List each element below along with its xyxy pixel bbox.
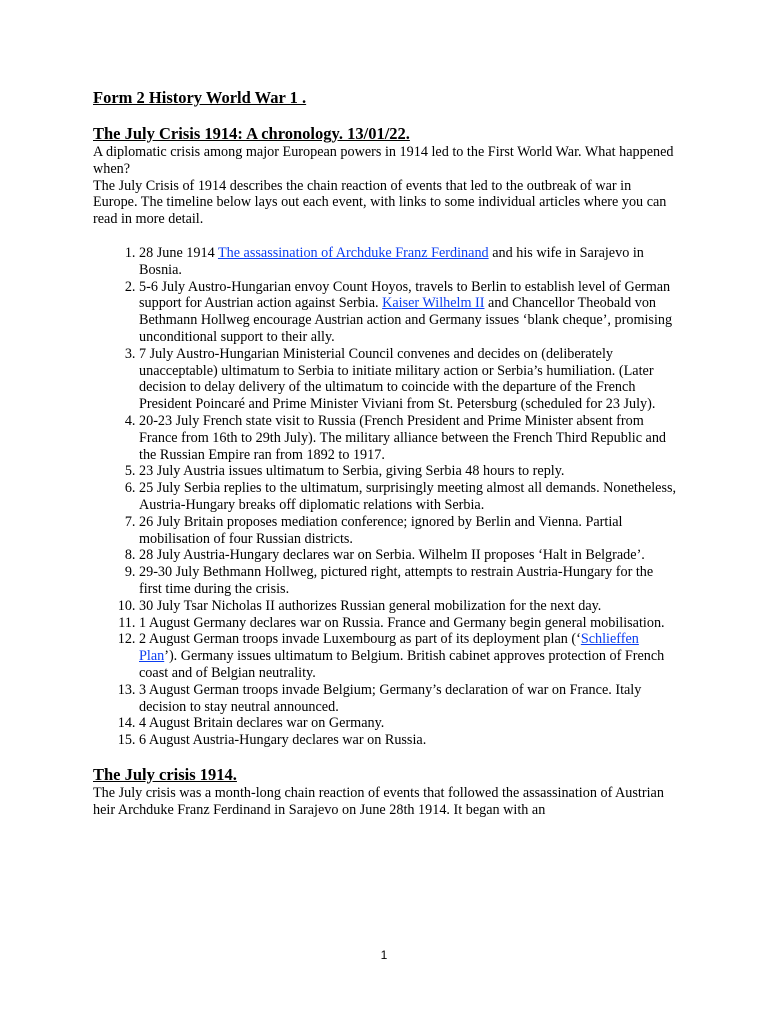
timeline-list	[93, 245, 678, 749]
timeline-item	[139, 564, 678, 598]
timeline-item	[139, 463, 678, 480]
timeline-item	[139, 598, 678, 615]
timeline-item-text: 6 August Austria-Hungary declares war on Russia.	[139, 732, 427, 749]
timeline-item	[139, 480, 678, 514]
timeline-item-text: 20-23 July French state visit to Russia (French President and Prime Minister absent from France from 16th to 29th July). The military alliance between the French Third Republic and the Russian Empire ran from 1892 to 1917.	[139, 412, 667, 463]
timeline-item	[139, 682, 678, 716]
timeline-item	[139, 547, 678, 564]
timeline-item-text: and Chancellor Theobald von Bethmann Hollweg encourage Austrian action and Germany issues ‘blank cheque’, promising unconditional support to their ally.	[139, 295, 673, 345]
timeline-item-text: ’). Germany issues ultimatum to Belgium. British cabinet approves protection of French coast and of Belgian neutrality.	[139, 648, 665, 681]
intro-paragraph: A diplomatic crisis among major European powers in 1914 led to the First World War. What happened when?	[93, 144, 674, 177]
section-paragraph: The July crisis was a month-long chain reaction of events that followed the assassination of Austrian heir Archduke Franz Ferdinand in Sarajevo on June 28th 1914. It began with an	[93, 784, 664, 818]
timeline-item-text: 3 August German troops invade Belgium; Germany’s declaration of war on France. Italy decision to stay neutral announced.	[139, 681, 642, 715]
timeline-item-link[interactable]: Schlieffen Plan	[139, 631, 639, 665]
timeline-item-text: 28 July Austria-Hungary declares war on Serbia. Wilhelm II proposes ‘Halt in Belgrade’.	[139, 547, 645, 564]
timeline-item-link[interactable]: The assassination of Archduke Franz Ferdinand	[217, 244, 489, 261]
timeline-item-text: 7 July Austro-Hungarian Ministerial Council convenes and decides on (deliberately unacceptable) ultimatum to Serbia to initiate military action or Serbia’s humiliation. (Later decision to delay delivery of the ultimatum to coincide with the departure of the French President Poincaré and Prime Minister Viviani from St. Petersburg (scheduled for 23 July).	[139, 345, 656, 413]
timeline-item	[139, 732, 678, 749]
timeline-item	[139, 245, 678, 279]
timeline-item	[139, 715, 678, 732]
timeline-item-text: 1 August Germany declares war on Russia. France and Germany begin general mobilisation.	[139, 614, 665, 631]
document-subtitle: The July Crisis 1914: A chronology. 13/01/22.	[93, 124, 410, 143]
document-title: Form 2 History World War 1 .	[93, 88, 307, 107]
timeline-item-text: 5-6 July Austro-Hungarian envoy Count Hoyos, travels to Berlin to establish level of German support for Austrian action against Serbia.	[139, 278, 671, 312]
timeline-item	[139, 413, 678, 463]
section-heading: The July crisis 1914.	[93, 764, 237, 784]
timeline-item-text: 23 July Austria issues ultimatum to Serbia, giving Serbia 48 hours to reply.	[139, 463, 565, 480]
timeline-item-text: 28 June 1914	[139, 244, 218, 261]
timeline-item-text: 25 July Serbia replies to the ultimatum, surprisingly meeting almost all demands. Nonetheless, Austria-Hungary breaks off diplomatic relations with Serbia.	[139, 480, 677, 513]
timeline-item-text: 29-30 July Bethmann Hollweg, pictured right, attempts to restrain Austria-Hungary for the first time during the crisis.	[139, 564, 654, 597]
context-paragraph: The July Crisis of 1914 describes the chain reaction of events that led to the outbreak of war in Europe. The timeline below lays out each event, with links to some individual articles where you can read in more detail.	[93, 177, 667, 228]
timeline-item-link[interactable]: Kaiser Wilhelm II	[382, 295, 485, 312]
timeline-item	[139, 615, 678, 632]
timeline-item-text: and his wife in Sarajevo in Bosnia.	[139, 244, 644, 278]
timeline-item	[139, 631, 678, 681]
page-number: 1	[380, 948, 388, 962]
timeline-item	[139, 279, 678, 346]
timeline-item	[139, 514, 678, 548]
timeline-item-text: 30 July Tsar Nicholas II authorizes Russian general mobilization for the next day.	[139, 597, 602, 614]
timeline-item-text: 4 August Britain declares war on Germany.	[139, 715, 385, 732]
timeline-item-text: 26 July Britain proposes mediation conference; ignored by Berlin and Vienna. Partial mobilisation of four Russian districts.	[139, 513, 623, 547]
timeline-item-text: 2 August German troops invade Luxembourg as part of its deployment plan (‘	[139, 631, 581, 648]
timeline-item	[139, 346, 678, 413]
document-body	[93, 88, 678, 818]
